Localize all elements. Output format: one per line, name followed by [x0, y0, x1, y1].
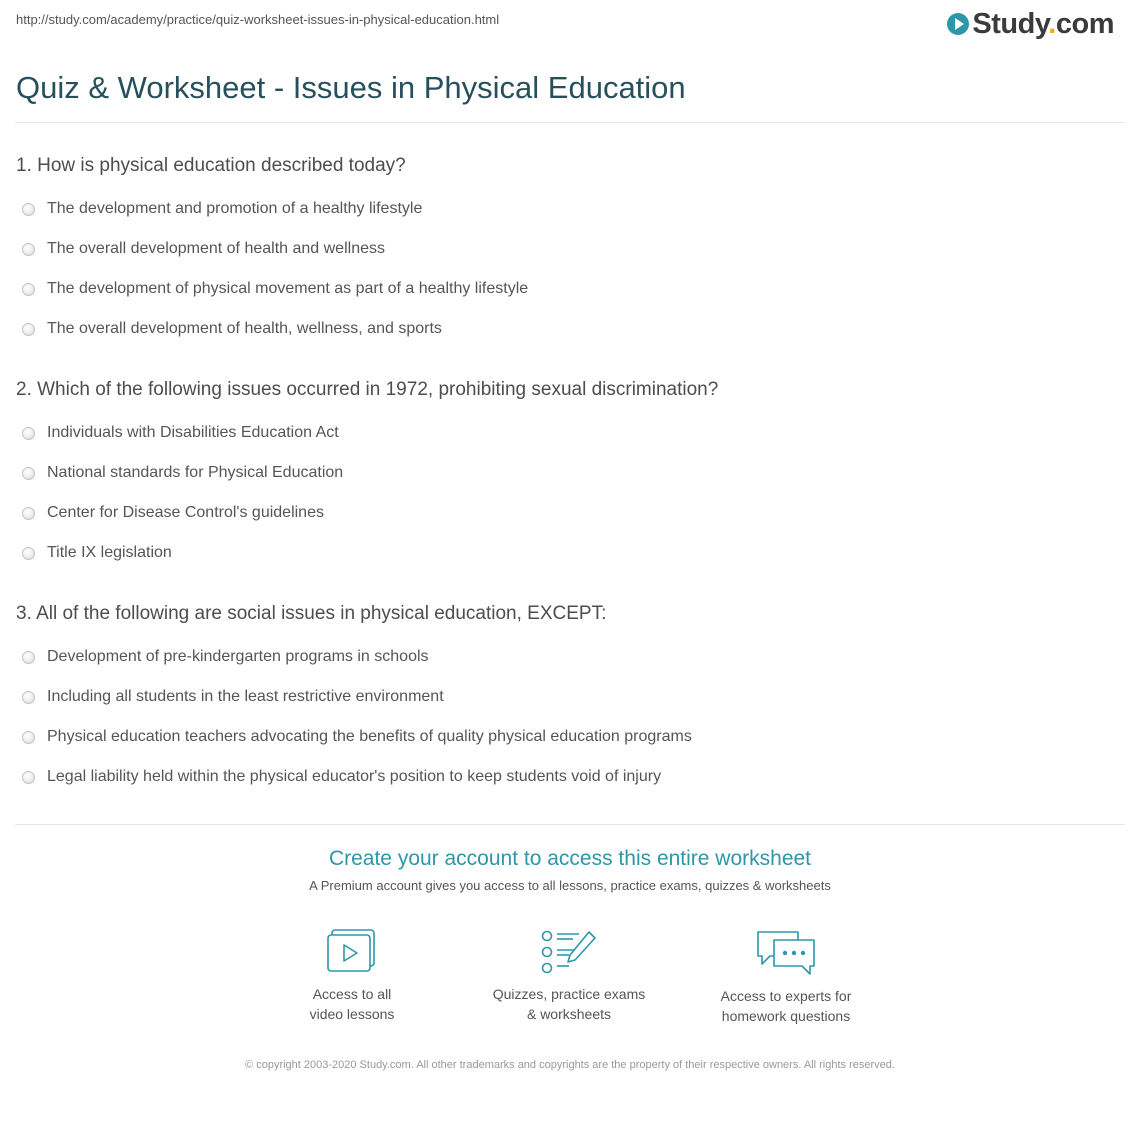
option-text: The overall development of health, wellness, and sports — [47, 320, 442, 337]
quiz-checklist-icon — [539, 928, 599, 976]
radio-button[interactable] — [22, 547, 35, 560]
study-logo[interactable] — [947, 6, 1114, 42]
page-url: http://study.com/academy/practice/quiz-worksheet-issues-in-physical-education.html — [16, 12, 500, 27]
feature-label: Access to experts for homework questions — [720, 988, 852, 1024]
radio-button[interactable] — [22, 651, 35, 664]
question-2: 2. Which of the following issues occurred in 1972, prohibiting sexual discrimination? — [16, 379, 719, 400]
radio-button[interactable] — [22, 283, 35, 296]
radio-button[interactable] — [22, 323, 35, 336]
logo-dot: . — [1048, 7, 1056, 40]
page-title: Quiz & Worksheet - Issues in Physical Education — [16, 70, 686, 105]
logo-text — [972, 8, 1114, 41]
logo-tld: com — [1055, 7, 1114, 40]
feature-quizzes — [469, 928, 669, 1024]
answer-option[interactable] — [22, 765, 661, 789]
radio-button[interactable] — [22, 203, 35, 216]
answer-option[interactable] — [22, 461, 343, 485]
feature-label: Quizzes, practice exams & worksheets — [492, 986, 646, 1022]
question-1: 1. How is physical education described today? — [16, 155, 406, 176]
question-3: 3. All of the following are social issues in physical education, EXCEPT: — [16, 603, 607, 624]
answer-option[interactable] — [22, 501, 324, 525]
option-text: Including all students in the least restrictive environment — [47, 688, 444, 705]
feature-label: Access to all video lessons — [309, 986, 395, 1022]
radio-button[interactable] — [22, 467, 35, 480]
radio-button[interactable] — [22, 243, 35, 256]
option-text: Individuals with Disabilities Education Act — [47, 424, 339, 441]
option-text: The development and promotion of a healthy lifestyle — [47, 200, 423, 217]
option-text: Center for Disease Control's guidelines — [47, 504, 324, 521]
feature-video-lessons — [252, 928, 452, 1024]
option-text: The overall development of health and wellness — [47, 240, 385, 257]
copyright-notice: © copyright 2003-2020 Study.com. All other trademarks and copyrights are the property of their respective owners. All rights reserved. — [245, 1059, 895, 1071]
radio-button[interactable] — [22, 731, 35, 744]
option-text: National standards for Physical Education — [47, 464, 344, 481]
chat-bubbles-icon — [754, 928, 818, 978]
option-text: Legal liability held within the physical educator's position to keep students void of injury — [47, 768, 662, 785]
answer-option[interactable] — [22, 685, 444, 709]
section-divider — [15, 824, 1125, 825]
feature-experts — [686, 928, 886, 1026]
radio-button[interactable] — [22, 507, 35, 520]
answer-option[interactable] — [22, 645, 429, 669]
answer-option[interactable] — [22, 197, 422, 221]
logo-word: Study — [972, 7, 1049, 40]
answer-option[interactable] — [22, 421, 339, 445]
answer-option[interactable] — [22, 277, 528, 301]
radio-button[interactable] — [22, 771, 35, 784]
play-icon — [947, 13, 969, 35]
answer-option[interactable] — [22, 317, 442, 341]
premium-description: A Premium account gives you access to all lessons, practice exams, quizzes & worksheets — [309, 878, 831, 893]
title-divider — [15, 122, 1125, 123]
option-text: Development of pre-kindergarten programs in schools — [47, 648, 429, 665]
answer-option[interactable] — [22, 237, 385, 261]
answer-option[interactable] — [22, 541, 172, 565]
option-text: The development of physical movement as part of a healthy lifestyle — [47, 280, 529, 297]
create-account-link[interactable]: Create your account to access this entire worksheet — [328, 847, 812, 870]
radio-button[interactable] — [22, 427, 35, 440]
option-text: Physical education teachers advocating the benefits of quality physical education programs — [47, 728, 692, 745]
answer-option[interactable] — [22, 725, 692, 749]
radio-button[interactable] — [22, 691, 35, 704]
video-lesson-icon — [326, 928, 378, 976]
option-text: Title IX legislation — [47, 544, 172, 561]
